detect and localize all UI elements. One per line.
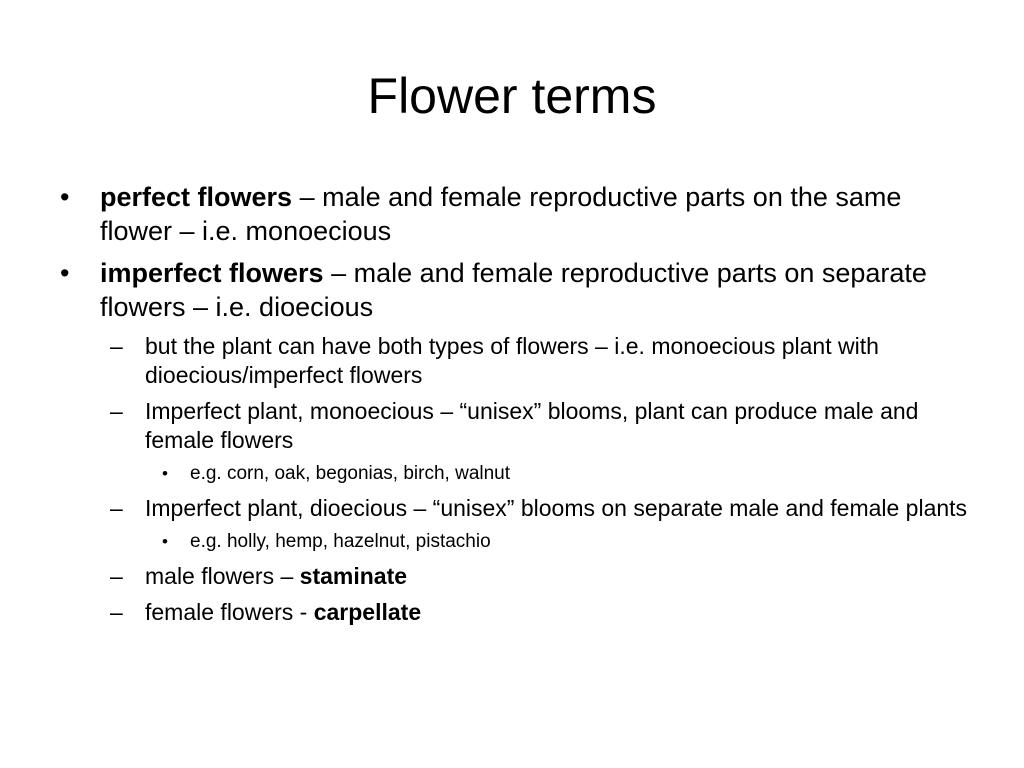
sub-bullet-item bbox=[60, 397, 970, 455]
example-text: e.g. corn, oak, begonias, birch, walnut bbox=[190, 463, 511, 484]
term-definition: – male and female reproductive parts on separate flowers – i.e. dioecious bbox=[100, 258, 927, 322]
dash-marker: – bbox=[110, 398, 123, 424]
sub-bullet-text: female flowers - bbox=[145, 599, 314, 625]
sub-bullet-text: Imperfect plant, monoecious – “unisex” blooms, plant can produce male and female flowers bbox=[145, 398, 919, 453]
dash-marker: – bbox=[110, 495, 123, 521]
dash-marker: – bbox=[110, 599, 123, 625]
sub-bullet-item bbox=[60, 598, 970, 627]
sub-sub-bullet-item bbox=[60, 461, 970, 487]
bullet-item bbox=[60, 256, 970, 324]
bullet-item bbox=[60, 180, 970, 248]
example-text: e.g. holly, hemp, hazelnut, pistachio bbox=[190, 531, 491, 552]
bullet-marker: • bbox=[162, 532, 168, 551]
sub-bullet-text: but the plant can have both types of flowers – i.e. monoecious plant with dioecious/imperfect flowers bbox=[145, 333, 879, 388]
term-bold: carpellate bbox=[313, 599, 422, 625]
term-bold: imperfect flowers bbox=[100, 258, 324, 288]
slide-title: Flower terms bbox=[367, 68, 657, 124]
dash-marker: – bbox=[110, 333, 123, 359]
sub-bullet-text: Imperfect plant, dioecious – “unisex” blooms on separate male and female plants bbox=[145, 495, 968, 521]
dash-marker: – bbox=[110, 563, 123, 589]
bullet-marker: • bbox=[162, 464, 168, 483]
term-definition: – male and female reproductive parts on the same flower – i.e. monoecious bbox=[100, 182, 902, 246]
sub-bullet-text: male flowers – bbox=[145, 563, 300, 589]
term-bold: perfect flowers bbox=[100, 182, 293, 212]
bullet-list bbox=[60, 180, 970, 627]
sub-bullet-item bbox=[60, 562, 970, 591]
sub-sub-bullet-item bbox=[60, 529, 970, 555]
sub-bullet-item bbox=[60, 332, 970, 390]
term-bold: staminate bbox=[299, 563, 408, 589]
bullet-marker: • bbox=[60, 258, 70, 288]
sub-bullet-item bbox=[60, 494, 970, 523]
bullet-marker: • bbox=[60, 182, 70, 212]
